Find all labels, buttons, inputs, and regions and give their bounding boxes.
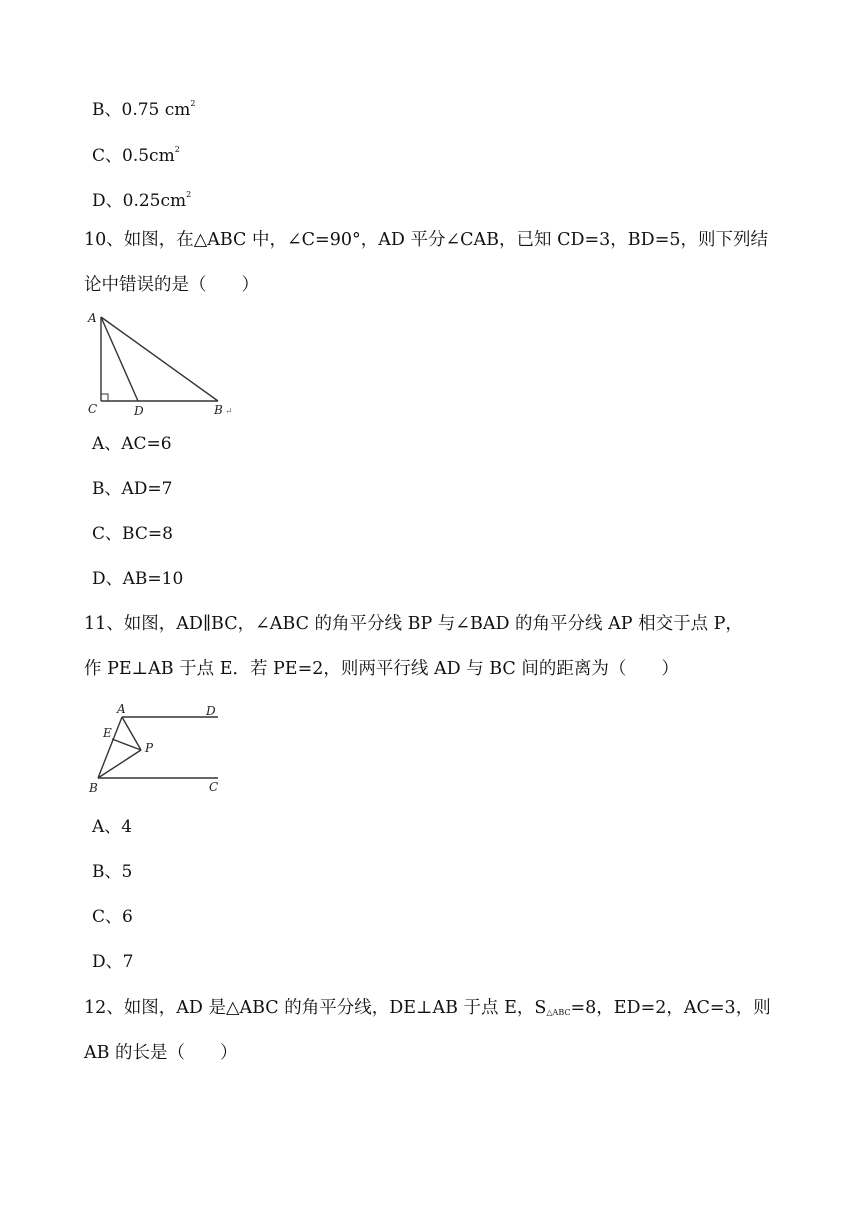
option-value: 0.5cm bbox=[122, 146, 175, 166]
q10-option-d: D、AB=10 bbox=[92, 569, 184, 589]
superscript: 2 bbox=[190, 99, 196, 108]
q12-text-part2: =8，ED=2，AC=3，则 bbox=[570, 998, 771, 1018]
q10-option-a: A、AC=6 bbox=[92, 434, 172, 454]
label-a: A bbox=[117, 702, 126, 716]
label-a: A bbox=[88, 311, 97, 325]
q11-stem-line1: 11、如图，AD∥BC，∠ABC 的角平分线 BP 与∠BAD 的角平分线 AP 相交于点 P， bbox=[84, 614, 743, 634]
q11-option-c: C、6 bbox=[92, 907, 133, 927]
option-value: 0.75 cm bbox=[121, 100, 191, 120]
q11-stem-line2: 作 PE⊥AB 于点 E．若 PE=2，则两平行线 AD 与 BC 间的距离为（ ） bbox=[84, 659, 679, 679]
option-label: C、 bbox=[92, 146, 123, 166]
q10-option-b: B、AD=7 bbox=[92, 479, 173, 499]
q11-option-d: D、7 bbox=[92, 952, 134, 972]
q10-figure bbox=[84, 308, 244, 420]
label-b: B bbox=[214, 403, 223, 417]
q11-figure bbox=[84, 700, 234, 796]
superscript: 2 bbox=[174, 145, 180, 154]
label-p: P bbox=[145, 741, 154, 755]
segment-bp bbox=[98, 750, 141, 778]
label-c: C bbox=[209, 780, 219, 794]
q10-stem-line1: 10、如图，在△ABC 中，∠C=90°，AD 平分∠CAB，已知 CD=3，BD=5，则下列结 bbox=[84, 230, 768, 250]
return-mark: ↵ bbox=[225, 407, 233, 417]
q11-option-a: A、4 bbox=[92, 817, 133, 837]
right-angle-mark bbox=[101, 394, 108, 401]
q9-option-c bbox=[92, 138, 180, 168]
option-value: 0.25cm bbox=[122, 191, 187, 211]
q12-stem-line1 bbox=[84, 996, 771, 1025]
label-d: D bbox=[134, 404, 144, 418]
superscript: 2 bbox=[186, 190, 192, 199]
option-label: D、 bbox=[92, 191, 123, 211]
q12-text-part1: 12、如图，AD 是△ABC 的角平分线，DE⊥AB 于点 E，S bbox=[84, 998, 547, 1018]
q11-option-b: B、5 bbox=[92, 862, 133, 882]
q9-option-b bbox=[92, 92, 196, 122]
label-e: E bbox=[103, 726, 112, 740]
segment-ap bbox=[122, 717, 141, 750]
q10-option-c: C、BC=8 bbox=[92, 524, 173, 544]
q9-option-d bbox=[92, 183, 191, 213]
label-d: D bbox=[206, 704, 216, 718]
segment-ab bbox=[101, 317, 218, 401]
label-b: B bbox=[89, 781, 98, 795]
q10-stem-line2: 论中错误的是（ ） bbox=[84, 275, 259, 295]
segment-pe bbox=[112, 739, 141, 750]
q12-subscript: △ABC bbox=[546, 1008, 571, 1017]
label-c: C bbox=[88, 402, 98, 416]
option-label: B、 bbox=[92, 100, 122, 120]
q12-stem-line2: AB 的长是（ ） bbox=[84, 1043, 238, 1063]
